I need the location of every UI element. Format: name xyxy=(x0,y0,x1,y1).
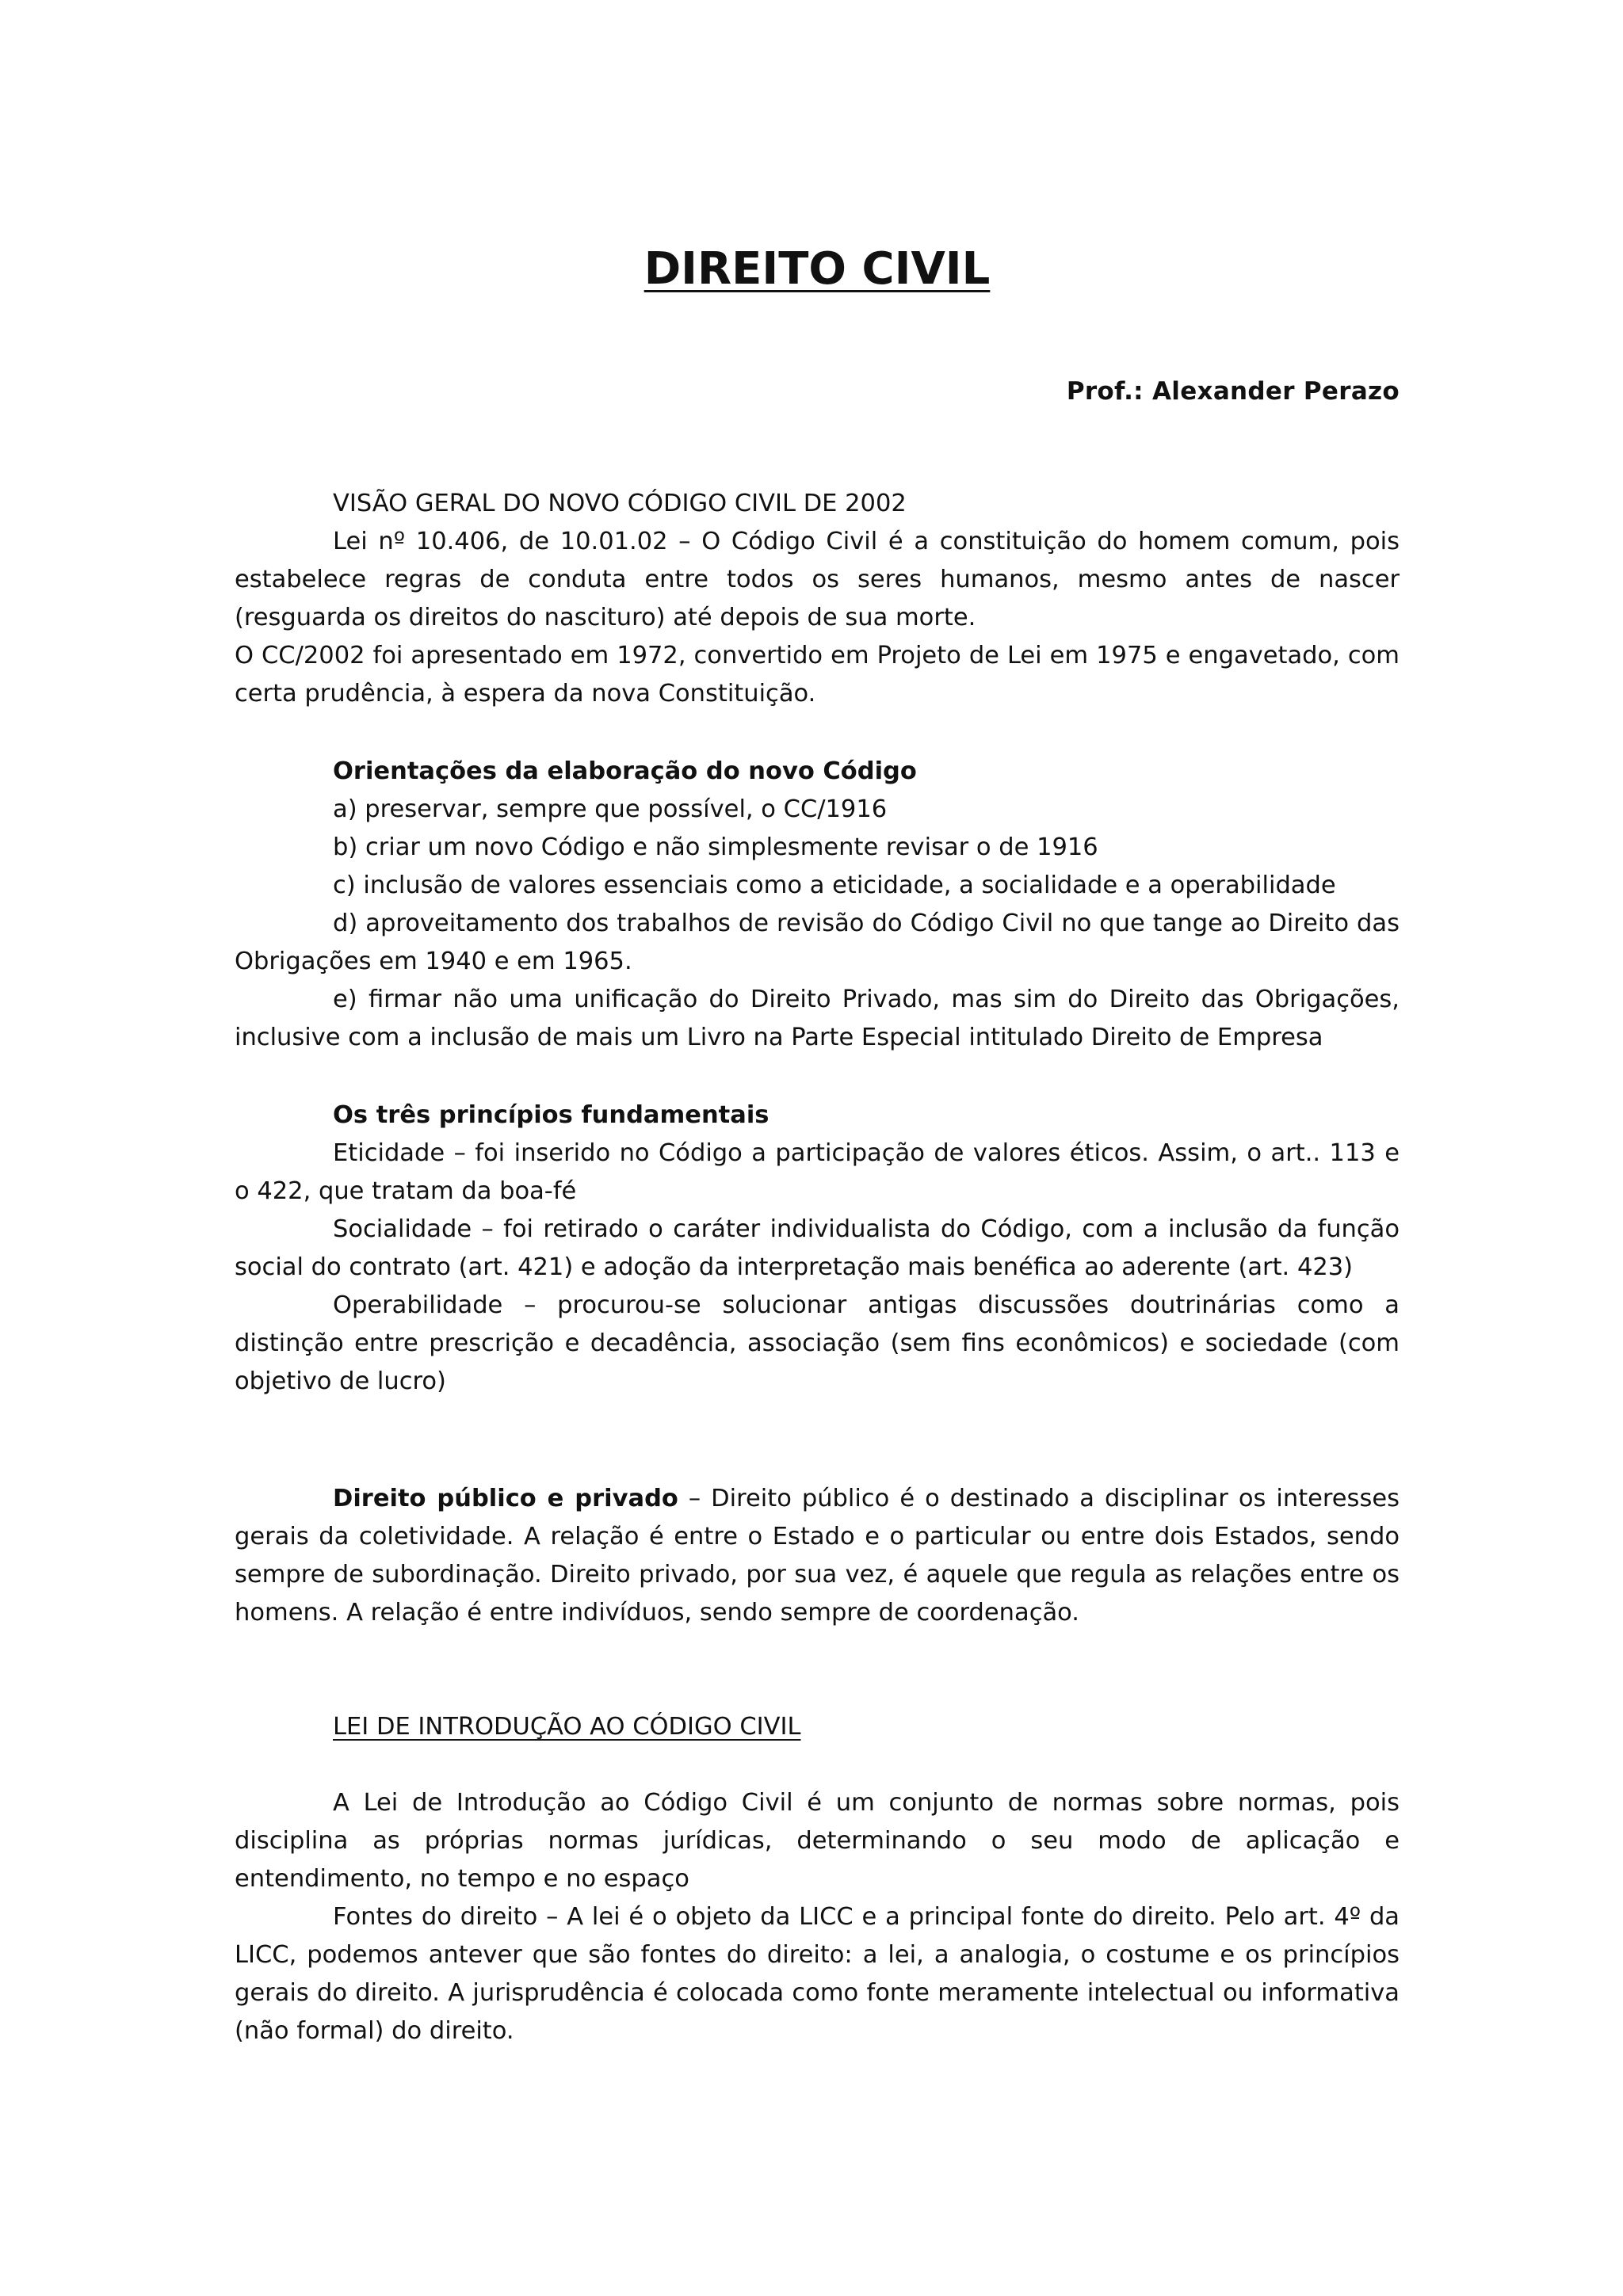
section-public-private xyxy=(235,1480,1400,1632)
licc-paragraph-1: A Lei de Introdução ao Código Civil é um conjunto de normas sobre normas, pois disciplina as próprias normas jurídicas, determinando o seu modo de aplicação e entendimento, no tempo e no espaço xyxy=(235,1789,1400,1893)
principle-eticidade: Eticidade – foi inserido no Código a participação de valores éticos. Assim, o art.. 113 e o 422, que tratam da boa-fé xyxy=(235,1139,1400,1205)
section-guidelines-heading: Orientações da elaboração do novo Código xyxy=(333,757,917,785)
principle-operabilidade: Operabilidade – procurou-se solucionar antigas discussões doutrinárias como a distinção entre prescrição e decadência, associação (sem fins econômicos) e sociedade (com objetivo de lucro) xyxy=(235,1291,1400,1395)
section-overview-paragraph-2: O CC/2002 foi apresentado em 1972, convertido em Projeto de Lei em 1975 e engavetado, com certa prudência, à espera da nova Constituição. xyxy=(235,642,1400,707)
public-private-term: Direito público e privado xyxy=(333,1485,678,1512)
author-line: Prof.: Alexander Perazo xyxy=(1066,377,1400,406)
section-licc-body xyxy=(235,1784,1400,2050)
licc-paragraph-2: Fontes do direito – A lei é o objeto da LICC e a principal fonte do direito. Pelo art. 4º da LICC, podemos antever que são fontes do direito: a lei, a analogia, o costume e os princípios gerais do direito. A jurisprudência é colocada como fonte meramente intelectual ou informativa (não formal) do direito. xyxy=(235,1903,1400,2045)
list-item: b) criar um novo Código e não simplesmente revisar o de 1916 xyxy=(333,833,1098,861)
section-licc-heading: LEI DE INTRODUÇÃO AO CÓDIGO CIVIL xyxy=(333,1713,801,1741)
list-item: c) inclusão de valores essenciais como a eticidade, a socialidade e a operabilidade xyxy=(333,871,1336,899)
section-licc xyxy=(235,1708,1400,1746)
section-principles-heading: Os três princípios fundamentais xyxy=(333,1101,769,1129)
list-item: a) preservar, sempre que possível, o CC/1916 xyxy=(333,795,888,823)
principle-socialidade: Socialidade – foi retirado o caráter individualista do Código, com a inclusão da função social do contrato (art. 421) e adoção da interpretação mais benéfica ao aderente (art. 423) xyxy=(235,1215,1400,1281)
section-principles xyxy=(235,1097,1400,1401)
public-private-paragraph xyxy=(235,1480,1400,1632)
list-item: e) firmar não uma unificação do Direito Privado, mas sim do Direito das Obrigações, inclusive com a inclusão de mais um Livro na Parte Especial intitulado Direito de Empresa xyxy=(235,986,1400,1051)
document-title: DIREITO CIVIL xyxy=(643,243,991,295)
list-item: d) aproveitamento dos trabalhos de revisão do Código Civil no que tange ao Direito das Obrigações em 1940 e em 1965. xyxy=(235,910,1400,975)
public-private-text: – Direito público é o destinado a disciplinar os interesses gerais da coletividade. A relação é entre o Estado e o particular ou entre dois Estados, sendo sempre de subordinação. Direito privado, por sua vez, é aquele que regula as relações entre os homens. A relação é entre indivíduos, sendo sempre de coordenação. xyxy=(235,1485,1400,1627)
section-overview-heading: VISÃO GERAL DO NOVO CÓDIGO CIVIL DE 2002 xyxy=(333,490,907,517)
section-overview xyxy=(235,485,1400,713)
section-overview-paragraph-1: Lei nº 10.406, de 10.01.02 – O Código Civil é a constituição do homem comum, pois estabelece regras de conduta entre todos os seres humanos, mesmo antes de nascer (resguarda os direitos do nascituro) até depois de sua morte. xyxy=(235,528,1400,631)
section-guidelines xyxy=(235,753,1400,1057)
